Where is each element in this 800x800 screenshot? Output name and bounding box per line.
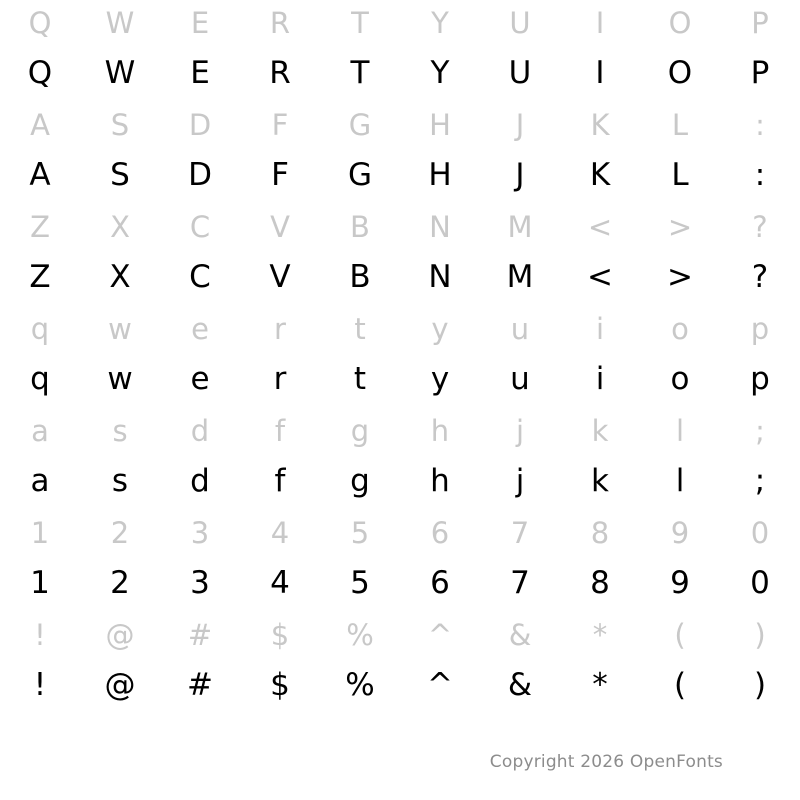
- glyph-ghost: F: [271, 108, 289, 142]
- row-spacer: [0, 712, 800, 714]
- glyph-main: X: [109, 259, 131, 295]
- glyph-main: T: [350, 55, 370, 91]
- glyph-ghost: s: [112, 414, 128, 448]
- glyph-ghost: V: [270, 210, 290, 244]
- glyph-ghost: $: [270, 618, 290, 652]
- glyph-main: P: [750, 55, 770, 91]
- glyph-main: f: [274, 463, 286, 499]
- glyph-main: w: [107, 361, 133, 397]
- glyph-ghost: 1: [30, 516, 50, 550]
- glyph-ghost: A: [30, 108, 50, 142]
- glyph-main: h: [430, 463, 450, 499]
- glyph-ghost: 5: [350, 516, 370, 550]
- glyph-main: R: [269, 55, 291, 91]
- glyph-main: C: [189, 259, 211, 295]
- row-asdf-lower-ghost: [0, 408, 800, 454]
- glyph-ghost: G: [348, 108, 372, 142]
- glyph-ghost: *: [592, 618, 608, 652]
- glyph-main: @: [104, 667, 136, 703]
- glyph-ghost: K: [590, 108, 610, 142]
- glyph-ghost: %: [346, 618, 374, 652]
- glyph-main: 5: [350, 565, 370, 601]
- glyph-ghost: H: [429, 108, 451, 142]
- glyph-main: N: [428, 259, 452, 295]
- glyph-ghost: L: [671, 108, 689, 142]
- glyph-ghost: 7: [510, 516, 530, 550]
- glyph-ghost: 2: [110, 516, 130, 550]
- glyph-ghost: 0: [750, 516, 770, 550]
- glyph-ghost: U: [509, 6, 531, 40]
- glyph-main: Y: [430, 55, 450, 91]
- glyph-main: q: [30, 361, 50, 397]
- glyph-ghost: w: [108, 312, 132, 346]
- glyph-ghost: N: [429, 210, 451, 244]
- glyph-main: A: [29, 157, 51, 193]
- glyph-main: !: [33, 667, 47, 703]
- glyph-ghost: ): [754, 618, 766, 652]
- glyph-main: e: [190, 361, 210, 397]
- glyph-ghost: >: [667, 210, 693, 244]
- glyph-ghost: h: [430, 414, 450, 448]
- glyph-ghost: :: [755, 108, 765, 142]
- glyph-main: 7: [510, 565, 530, 601]
- glyph-ghost: @: [105, 618, 135, 652]
- row-qwerty-upper-main: [0, 46, 800, 100]
- glyph-ghost: g: [350, 414, 370, 448]
- glyph-main: E: [190, 55, 210, 91]
- glyph-ghost: l: [675, 414, 685, 448]
- glyph-ghost: W: [105, 6, 135, 40]
- glyph-main: I: [595, 55, 605, 91]
- glyph-main: V: [269, 259, 291, 295]
- row-qwerty-lower: [0, 306, 800, 408]
- glyph-ghost: P: [751, 6, 769, 40]
- glyph-ghost: <: [587, 210, 613, 244]
- row-digits: [0, 510, 800, 612]
- row-qwerty-upper: [0, 0, 800, 102]
- glyph-ghost: (: [674, 618, 686, 652]
- glyph-ghost: o: [671, 312, 689, 346]
- glyph-main: Q: [27, 55, 53, 91]
- glyph-ghost: e: [191, 312, 209, 346]
- glyph-main: O: [667, 55, 693, 91]
- row-asdf-upper-main: [0, 148, 800, 202]
- glyph-ghost: M: [507, 210, 533, 244]
- glyph-main: a: [30, 463, 50, 499]
- glyph-ghost: Q: [28, 6, 52, 40]
- glyph-main: W: [104, 55, 136, 91]
- glyph-main: o: [670, 361, 690, 397]
- glyph-ghost: y: [431, 312, 449, 346]
- glyph-main: :: [754, 157, 766, 193]
- glyph-ghost: Z: [30, 210, 50, 244]
- glyph-main: g: [350, 463, 370, 499]
- glyph-main: J: [515, 157, 525, 193]
- glyph-main: j: [515, 463, 525, 499]
- glyph-main: Z: [29, 259, 51, 295]
- glyph-ghost: E: [190, 6, 210, 40]
- glyph-ghost: Y: [431, 6, 449, 40]
- glyph-main: u: [510, 361, 530, 397]
- glyph-ghost: t: [354, 312, 366, 346]
- row-digits-ghost: [0, 510, 800, 556]
- glyph-main: 9: [670, 565, 690, 601]
- glyph-ghost: q: [30, 312, 50, 346]
- glyph-ghost: j: [515, 414, 525, 448]
- glyph-main: L: [671, 157, 689, 193]
- glyph-ghost: O: [668, 6, 692, 40]
- glyph-main: s: [111, 463, 129, 499]
- row-zxcv-upper-ghost: [0, 204, 800, 250]
- glyph-main: B: [349, 259, 371, 295]
- glyph-main: 3: [190, 565, 210, 601]
- glyph-ghost: T: [351, 6, 369, 40]
- glyph-ghost: C: [189, 210, 211, 244]
- row-zxcv-upper-main: [0, 250, 800, 304]
- glyph-ghost: #: [187, 618, 213, 652]
- glyph-ghost: a: [31, 414, 49, 448]
- row-qwerty-lower-main: [0, 352, 800, 406]
- glyph-main: y: [430, 361, 450, 397]
- glyph-main: ): [753, 667, 767, 703]
- glyph-ghost: J: [515, 108, 525, 142]
- glyph-ghost: 6: [430, 516, 450, 550]
- glyph-ghost: ;: [755, 414, 765, 448]
- glyph-main: p: [750, 361, 770, 397]
- glyph-main: 0: [750, 565, 770, 601]
- glyph-ghost: 3: [190, 516, 210, 550]
- glyph-ghost: D: [188, 108, 212, 142]
- glyph-main: D: [188, 157, 212, 193]
- row-digits-main: [0, 556, 800, 610]
- glyph-main: k: [591, 463, 609, 499]
- glyph-main: >: [667, 259, 693, 295]
- glyph-main: (: [673, 667, 687, 703]
- glyph-main: H: [428, 157, 452, 193]
- glyph-ghost: I: [595, 6, 605, 40]
- glyph-main: ?: [751, 259, 769, 295]
- glyph-main: 1: [30, 565, 50, 601]
- glyph-main: G: [347, 157, 373, 193]
- glyph-ghost: 8: [590, 516, 610, 550]
- row-qwerty-upper-ghost: [0, 0, 800, 46]
- row-asdf-lower: [0, 408, 800, 510]
- glyph-ghost: p: [750, 312, 770, 346]
- glyph-main: K: [589, 157, 611, 193]
- glyph-ghost: f: [274, 414, 286, 448]
- glyph-main: t: [353, 361, 367, 397]
- glyph-main: 6: [430, 565, 450, 601]
- row-asdf-upper: [0, 102, 800, 204]
- glyph-ghost: !: [34, 618, 46, 652]
- row-asdf-upper-ghost: [0, 102, 800, 148]
- glyph-main: ;: [754, 463, 766, 499]
- glyph-ghost: B: [350, 210, 370, 244]
- glyph-ghost: u: [510, 312, 530, 346]
- glyph-main: 4: [270, 565, 290, 601]
- glyph-ghost: S: [110, 108, 130, 142]
- glyph-main: $: [270, 667, 290, 703]
- glyph-main: &: [507, 667, 533, 703]
- glyph-ghost: 4: [270, 516, 290, 550]
- glyph-main: #: [187, 667, 213, 703]
- copyright-notice: Copyright 2026 OpenFonts: [489, 752, 723, 772]
- glyph-ghost: k: [591, 414, 609, 448]
- glyph-main: *: [592, 667, 608, 703]
- glyph-ghost: d: [190, 414, 210, 448]
- row-symbols-ghost: [0, 612, 800, 658]
- glyph-main: M: [506, 259, 534, 295]
- glyph-main: S: [110, 157, 130, 193]
- glyph-ghost: ?: [752, 210, 768, 244]
- glyph-main: 8: [590, 565, 610, 601]
- glyph-main: d: [190, 463, 210, 499]
- glyph-main: %: [345, 667, 375, 703]
- glyph-main: i: [595, 361, 605, 397]
- glyph-main: 2: [110, 565, 130, 601]
- row-zxcv-upper: [0, 204, 800, 306]
- glyph-ghost: &: [508, 618, 532, 652]
- glyph-main: <: [587, 259, 613, 295]
- glyph-ghost: X: [110, 210, 130, 244]
- glyph-ghost: i: [595, 312, 605, 346]
- row-symbols-main: [0, 658, 800, 712]
- glyph-ghost: 9: [670, 516, 690, 550]
- glyph-main: U: [508, 55, 532, 91]
- row-symbols: [0, 612, 800, 714]
- glyph-ghost: r: [274, 312, 286, 346]
- glyph-ghost: R: [269, 6, 291, 40]
- row-asdf-lower-main: [0, 454, 800, 508]
- row-qwerty-lower-ghost: [0, 306, 800, 352]
- glyph-main: ^: [427, 667, 453, 703]
- glyph-main: l: [675, 463, 685, 499]
- glyph-main: r: [273, 361, 287, 397]
- glyph-main: F: [271, 157, 289, 193]
- glyph-ghost: ^: [427, 618, 453, 652]
